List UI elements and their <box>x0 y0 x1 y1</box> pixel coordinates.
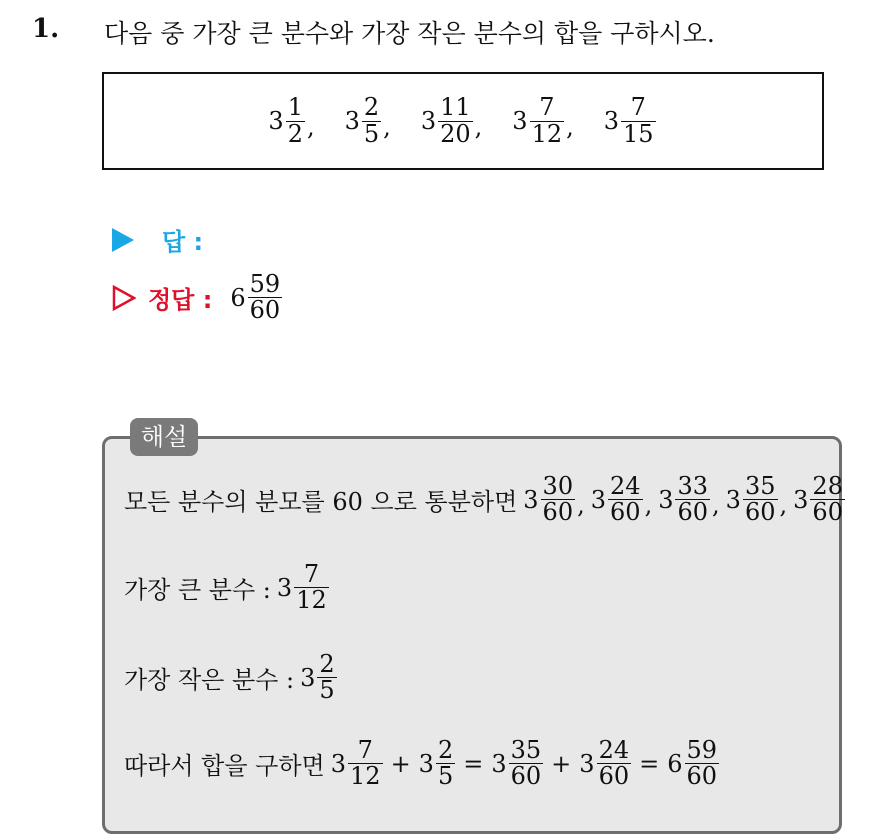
denominator: 12 <box>350 762 381 791</box>
whole-part: 3 <box>590 485 607 514</box>
denominator: 5 <box>319 676 335 705</box>
separator: , <box>644 491 653 520</box>
numerator: 35 <box>744 472 776 500</box>
mixed-number <box>421 95 482 146</box>
numerator: 2 <box>363 93 380 122</box>
mixed-number <box>345 95 391 146</box>
denominator: 5 <box>437 762 454 791</box>
operator: + <box>551 749 572 778</box>
solution-line-largest <box>124 562 329 613</box>
mixed-number <box>277 562 329 613</box>
numerator: 35 <box>510 736 542 764</box>
denominator: 60 <box>510 762 542 791</box>
mixed-number <box>604 95 658 146</box>
numerator: 2 <box>437 736 454 764</box>
separator: , <box>306 112 315 141</box>
question-text: 다음 중 가장 큰 분수와 가장 작은 분수의 합을 구하시오. <box>104 19 715 48</box>
mixed-number <box>331 738 383 789</box>
mixed-number <box>300 652 337 703</box>
separator: , <box>779 491 788 520</box>
mixed-number <box>523 474 584 525</box>
fraction <box>530 95 565 146</box>
fraction <box>294 562 329 613</box>
denominator: 15 <box>623 119 654 148</box>
whole-part: 3 <box>793 485 809 514</box>
separator: , <box>712 491 720 520</box>
fraction <box>286 95 305 146</box>
solution-line-sum <box>124 738 719 789</box>
numerator: 24 <box>598 736 630 764</box>
whole-part: 3 <box>344 107 360 135</box>
mixed-number <box>726 474 787 525</box>
answer-label: 답 : <box>162 228 204 256</box>
numerator: 7 <box>630 93 646 122</box>
whole-part: 3 <box>603 107 620 135</box>
operator: = <box>639 749 660 778</box>
mixed-number <box>658 474 719 525</box>
numerator: 28 <box>812 472 843 500</box>
fraction <box>541 474 576 525</box>
correct-answer-label: 정답 : <box>148 286 213 315</box>
numerator: 7 <box>357 736 373 764</box>
denominator: 60 <box>598 762 630 791</box>
fraction <box>317 652 336 703</box>
whole-part: 3 <box>579 749 595 778</box>
solution-text: 가장 큰 분수 : <box>124 576 271 605</box>
mixed-number <box>491 738 543 789</box>
separator: , <box>474 112 483 141</box>
denominator: 5 <box>363 119 380 148</box>
whole-part: 6 <box>230 283 246 312</box>
whole-part: 3 <box>268 107 284 135</box>
denominator: 12 <box>531 119 563 148</box>
correct-answer-row <box>112 272 282 323</box>
whole-part: 3 <box>330 749 347 778</box>
operator: + <box>390 749 411 778</box>
fraction <box>621 95 656 146</box>
denominator: 60 <box>812 498 843 527</box>
play-triangle-icon <box>112 228 134 252</box>
numerator: 7 <box>539 93 555 122</box>
numerator: 1 <box>287 93 303 122</box>
separator: , <box>566 112 574 141</box>
separator: , <box>383 112 391 141</box>
solution-text: 모든 분수의 분모를 60 으로 통분하면 <box>124 488 518 517</box>
numerator: 59 <box>249 270 281 298</box>
numerator: 30 <box>542 472 574 500</box>
solution-text: 가장 작은 분수 : <box>124 666 295 695</box>
fraction <box>348 738 383 789</box>
denominator: 60 <box>542 498 574 527</box>
fraction <box>438 95 473 146</box>
denominator: 2 <box>287 119 303 148</box>
denominator: 60 <box>677 498 709 527</box>
mixed-number <box>793 474 845 525</box>
numerator: 33 <box>677 472 709 500</box>
numerator: 2 <box>319 650 335 678</box>
fraction <box>685 738 720 789</box>
fraction <box>597 738 632 789</box>
mixed-number <box>667 738 719 789</box>
numerator: 24 <box>610 472 641 500</box>
denominator: 60 <box>686 762 718 791</box>
fraction <box>810 474 845 525</box>
fraction <box>362 95 381 146</box>
whole-part: 3 <box>420 107 437 135</box>
whole-part: 3 <box>276 573 293 602</box>
solution-tab: 해설 <box>130 418 198 456</box>
solution-line-smallest <box>124 652 337 703</box>
whole-part: 3 <box>523 485 539 514</box>
denominator: 20 <box>440 119 471 148</box>
denominator: 60 <box>610 498 641 527</box>
denominator: 60 <box>744 498 776 527</box>
mixed-number <box>591 474 652 525</box>
fraction <box>743 474 778 525</box>
outline-triangle-icon <box>112 285 136 311</box>
fraction <box>248 272 283 323</box>
whole-part: 3 <box>300 663 316 692</box>
fraction-box <box>102 72 824 170</box>
fraction <box>675 474 710 525</box>
correct-answer-value <box>230 272 282 323</box>
numerator: 11 <box>440 93 471 122</box>
whole-part: 3 <box>418 749 434 778</box>
fraction <box>608 474 643 525</box>
mixed-number <box>579 738 631 789</box>
whole-part: 6 <box>667 749 683 778</box>
operator: = <box>463 749 484 778</box>
answer-row <box>112 222 203 257</box>
numerator: 59 <box>686 736 718 764</box>
solution-line-common-denominator <box>124 474 845 525</box>
question-number: 1. <box>32 14 60 44</box>
denominator: 60 <box>249 296 281 325</box>
separator: , <box>577 491 585 520</box>
denominator: 12 <box>296 586 327 615</box>
whole-part: 3 <box>658 485 674 514</box>
numerator: 7 <box>303 560 320 588</box>
mixed-number <box>268 95 314 146</box>
mixed-number <box>512 95 573 146</box>
solution-text: 따라서 합을 구하면 <box>124 752 325 781</box>
mixed-number <box>419 738 456 789</box>
whole-part: 3 <box>491 749 507 778</box>
fraction <box>436 738 455 789</box>
fraction <box>509 738 544 789</box>
whole-part: 3 <box>512 107 528 135</box>
fraction-list <box>268 95 657 146</box>
whole-part: 3 <box>725 485 741 514</box>
